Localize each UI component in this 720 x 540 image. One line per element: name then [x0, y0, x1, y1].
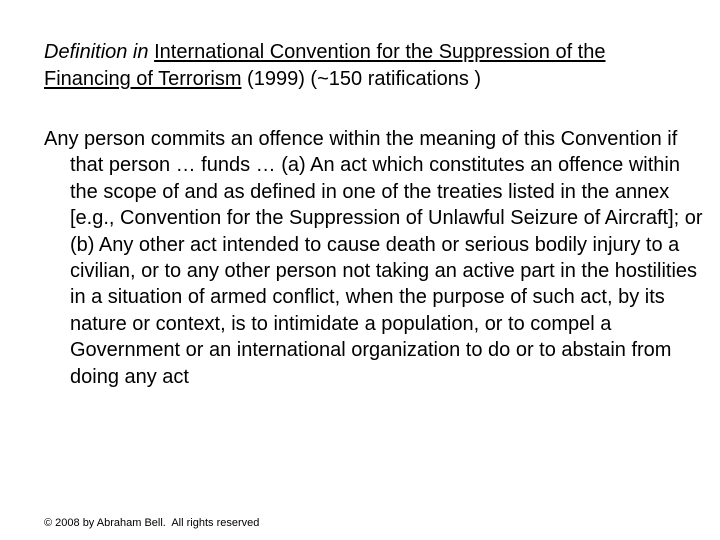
convention-title: International Convention for the Suppression of the Financing of Terrorism: [44, 41, 606, 90]
copyright-footer: © 2008 by Abraham Bell. All rights reserved: [44, 517, 260, 529]
ratifications-note: (~150 ratifications ): [310, 68, 482, 90]
slide-heading: [44, 39, 694, 93]
heading-lead-text: Definition in: [44, 41, 149, 63]
convention-year: (1999): [247, 68, 305, 90]
definition-paragraph: Any person commits an offence within the meaning of this Convention if that person … funds … (a) An act which constitutes an offence within the scope of and as defined in one of the treaties listed in the annex [e.g., Convention for the Suppression of Unlawful Seizure of Aircraft]; or (b) Any other act intended to cause death or serious bodily injury to a civilian, or to any other person not taking an active part in the hostilities in a situation of armed conflict, when the purpose of such act, by its nature or context, is to intimidate a population, or to compel a Government or an international organization to do or to abstain from doing any act: [44, 128, 703, 388]
